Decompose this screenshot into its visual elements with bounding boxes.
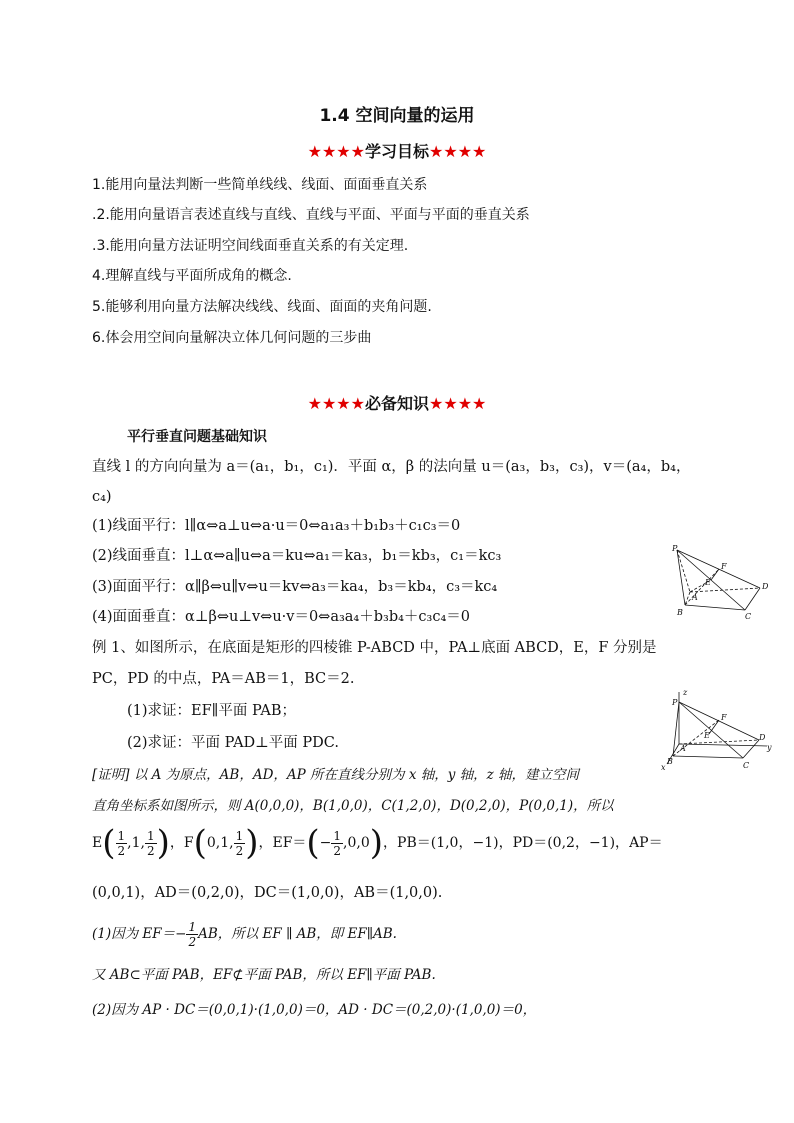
goal-item: 1.能用向量法判断一些简单线线、线面、面面垂直关系 bbox=[92, 177, 428, 193]
intro-line: c₄) bbox=[92, 489, 112, 505]
vector-ef: ，EF＝ bbox=[258, 835, 307, 851]
label-d: D bbox=[759, 733, 766, 742]
goal-item: .2.能用向量语言表述直线与直线、直线与平面、平面与平面的垂直关系 bbox=[92, 207, 530, 223]
page-title: 1.4 空间向量的运用 bbox=[319, 106, 475, 126]
label-c: C bbox=[745, 612, 752, 621]
proof-line: 又 AB⊂平面 PAB，EF⊄平面 PAB，所以 EF∥平面 PAB. bbox=[92, 967, 436, 983]
coord-f-label: ，F bbox=[169, 835, 194, 851]
goal-item: .3.能用向量方法证明空间线面垂直关系的有关定理. bbox=[92, 238, 409, 254]
example-line: PC，PD 的中点，PA＝AB＝1，BC＝2. bbox=[92, 671, 355, 687]
pyramid-figure bbox=[655, 540, 780, 625]
rule-line: (2)线面垂直：l⊥α⇔a∥u⇔a＝ku⇔a₁＝ka₃，b₁＝kb₃，c₁＝kc₃ bbox=[92, 548, 502, 564]
subheading: 平行垂直问题基础知识 bbox=[127, 429, 267, 445]
proof-part-1: (1)因为 EF＝− $\frac{1}{2}$ AB，所以 EF ∥ AB，即 EF∥AB. bbox=[92, 920, 397, 949]
fraction-half: $\frac{1}{2}$ bbox=[146, 828, 155, 858]
knowledge-section-label: 必备知识 bbox=[364, 394, 429, 413]
label-e: E bbox=[704, 731, 710, 740]
label-e: E bbox=[705, 578, 711, 587]
label-f: F bbox=[721, 713, 727, 722]
label-f: F bbox=[721, 562, 727, 571]
label-d: D bbox=[762, 582, 769, 591]
label-c: C bbox=[743, 761, 750, 770]
stars-left: ★★★★ bbox=[307, 142, 365, 161]
stars-left: ★★★★ bbox=[307, 394, 365, 413]
goals-section-heading bbox=[0, 139, 794, 162]
vector-ap: AP＝ bbox=[629, 835, 663, 851]
goal-item: 5.能够利用向量方法解决线线、线面、面面的夹角问题. bbox=[92, 299, 432, 315]
proof-line: 直角坐标系如图所示，则 A(0,0,0)，B(1,0,0)，C(1,2,0)，D(0,2,0)，P(0,0,1)，所以 bbox=[92, 798, 614, 814]
fraction-half: $\frac{1}{2}$ bbox=[117, 828, 126, 858]
rule-line: (4)面面垂直：α⊥β⇔u⊥v⇔u·v＝0⇔a₃a₄＋b₃b₄＋c₃c₄＝0 bbox=[92, 609, 471, 625]
rule-line: (3)面面平行：α∥β⇔u∥v⇔u＝kv⇔a₃＝ka₄，b₃＝kb₄，c₃＝kc₄ bbox=[92, 579, 498, 595]
rule-line: (1)线面平行：l∥α⇔a⊥u⇔a·u＝0⇔a₁a₃＋b₁b₃＋c₁c₃＝0 bbox=[92, 518, 461, 534]
label-x: x bbox=[661, 763, 666, 772]
label-b: B bbox=[667, 757, 673, 766]
stars-right: ★★★★ bbox=[429, 394, 487, 413]
proof-line: [证明] 以 A 为原点，AB，AD，AP 所在直线分别为 x 轴，y 轴，z 轴，建立空间 bbox=[92, 767, 580, 783]
fraction-half: $\frac{1}{2}$ bbox=[188, 920, 197, 949]
label-a: A bbox=[680, 744, 686, 753]
goal-item: 4.理解直线与平面所成角的概念. bbox=[92, 268, 292, 284]
coord-e-label: E bbox=[92, 835, 103, 851]
vector-pb: ，PB＝(1,0，−1)， bbox=[383, 835, 513, 851]
vector-pd: PD＝(0,2，−1)， bbox=[512, 835, 630, 851]
label-p: P bbox=[672, 544, 678, 553]
proof-line: (2)因为 AP · DC＝(0,0,1)·(1,0,0)＝0，AD · DC＝(0,2,0)·(1,0,0)＝0， bbox=[92, 1002, 537, 1018]
goal-item: 6.体会用空间向量解决立体几何问题的三步曲 bbox=[92, 330, 372, 346]
label-b: B bbox=[677, 608, 683, 617]
label-a: A bbox=[692, 593, 698, 602]
question-2: (2)求证：平面 PAD⊥平面 PDC. bbox=[127, 735, 339, 751]
label-p: P bbox=[672, 698, 678, 707]
pyramid-axes-figure bbox=[655, 688, 780, 773]
proof-line: (0,0,1)，AD＝(0,2,0)，DC＝(1,0,0)，AB＝(1,0,0). bbox=[92, 885, 443, 901]
label-y: y bbox=[767, 743, 772, 752]
label-z: z bbox=[683, 688, 688, 697]
question-1: (1)求证：EF∥平面 PAB； bbox=[127, 703, 297, 719]
stars-right: ★★★★ bbox=[429, 142, 487, 161]
fraction-half: $\frac{1}{2}$ bbox=[235, 828, 244, 858]
knowledge-section-heading bbox=[0, 391, 794, 414]
goals-section-label: 学习目标 bbox=[364, 142, 429, 161]
intro-line: 直线 l 的方向向量为 a＝(a₁，b₁，c₁)．平面 α，β 的法向量 u＝(a₃，b₃，c₃)，v＝(a₄，b₄， bbox=[92, 459, 691, 475]
example-line: 例 1、如图所示，在底面是矩形的四棱锥 P-ABCD 中，PA⊥底面 ABCD，E，F 分别是 bbox=[92, 640, 657, 656]
proof-coordinates-line: E( $\frac{1}{2}$ ,1, $\frac{1}{2}$ )，F(0,1, $\frac{1}{2}$ )，EF＝(− $\frac{1}{2}$ ,0,0)，PB＝(1,0，−1)，PD＝(0,2，−1)，AP＝ bbox=[92, 823, 663, 863]
fraction-half: $\frac{1}{2}$ bbox=[333, 828, 342, 858]
coord-f-pre: 0,1, bbox=[206, 835, 234, 851]
coord-e-mid: ,1, bbox=[127, 835, 145, 851]
